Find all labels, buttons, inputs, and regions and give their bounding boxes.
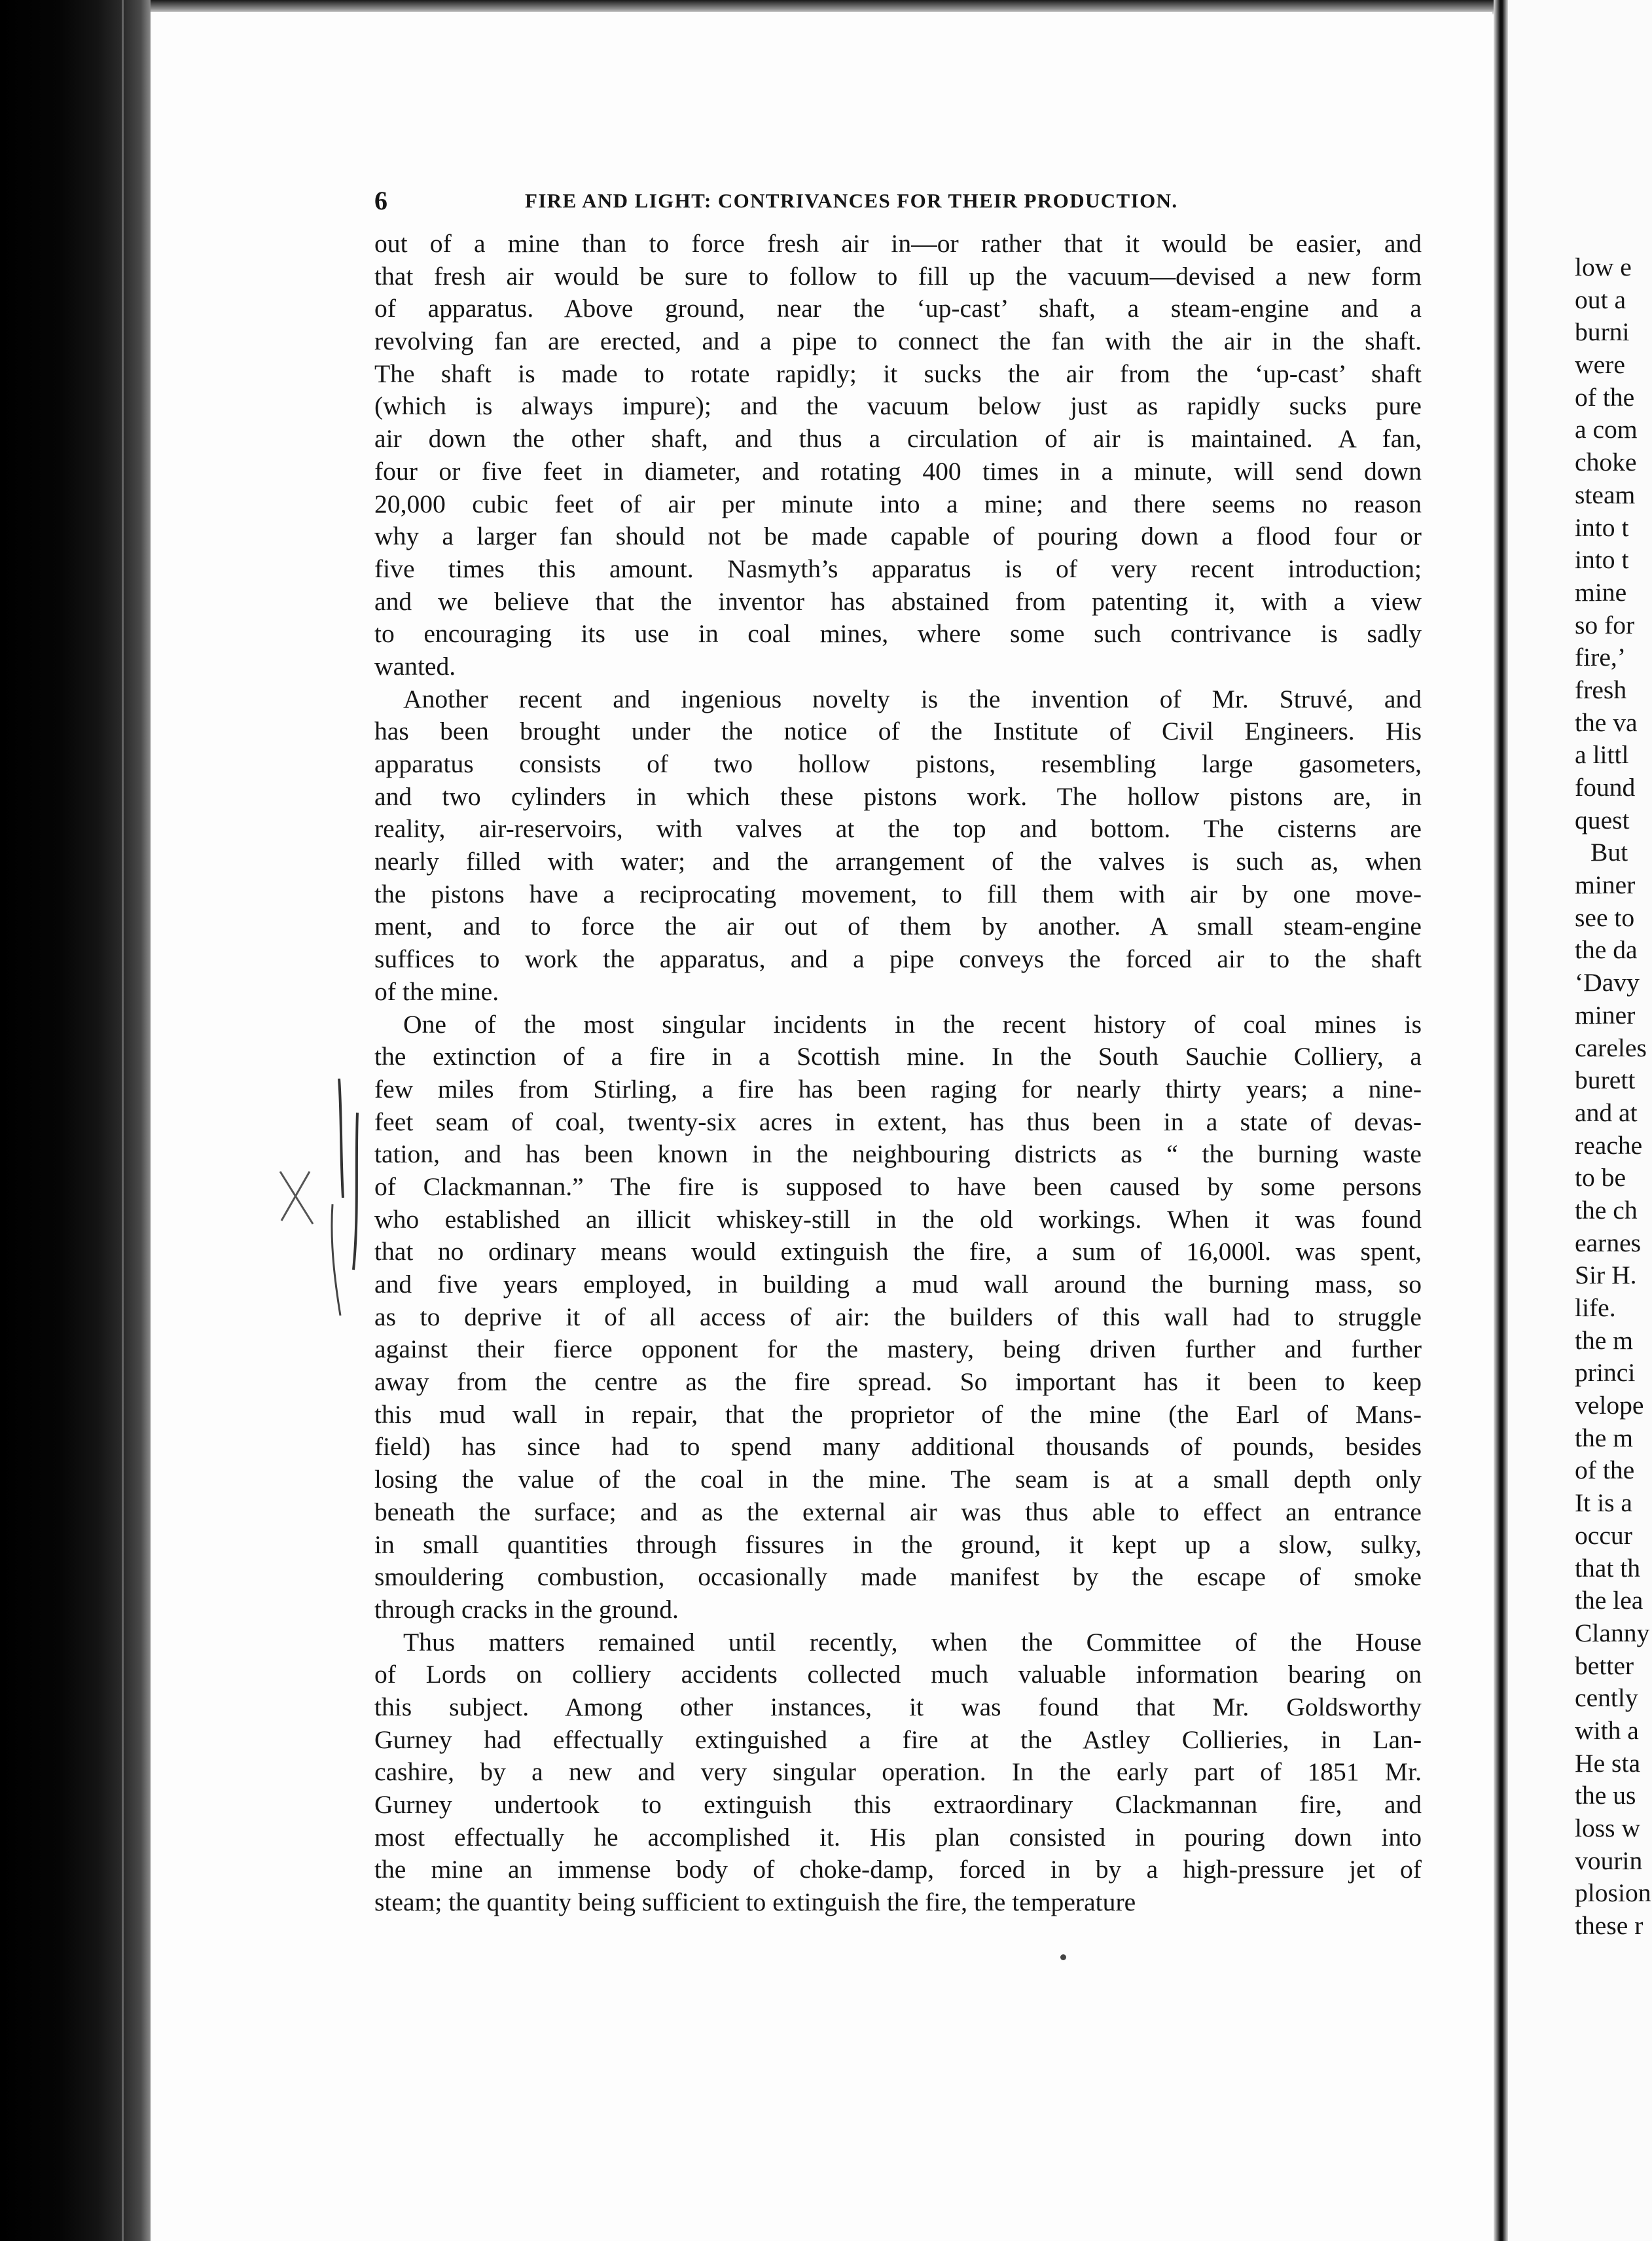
text-line: who established an illicit whiskey-still in the old workings. When it was found (374, 1204, 1422, 1234)
right-page-line: fire,’ (1575, 643, 1626, 672)
text-line: Thus matters remained until recently, when the Committee of the House (403, 1627, 1422, 1657)
right-page-line: steam (1575, 480, 1636, 509)
margin-pencil-mark (267, 1073, 365, 1322)
spine-edge (122, 0, 124, 2241)
text-line: of Lords on colliery accidents collected much valuable information bearing on (374, 1660, 1422, 1689)
text-line: to encouraging its use in coal mines, where some such contrivance is sadly (374, 619, 1422, 649)
right-page-line: found (1575, 773, 1636, 802)
right-page-line: earnes (1575, 1228, 1642, 1257)
right-page-line: were (1575, 350, 1625, 380)
text-line: of Clackmannan.” The fire is supposed to have been caused by some persons (374, 1172, 1422, 1201)
right-page-line: the da (1575, 935, 1638, 965)
right-page-line: quest (1575, 805, 1630, 834)
speck (1060, 1954, 1066, 1960)
text-line: The shaft is made to rotate rapidly; it sucks the air from the ‘up-cast’ shaft (374, 359, 1422, 388)
right-page-line: so for (1575, 610, 1635, 639)
text-line: this subject. Among other instances, it was found that Mr. Goldsworthy (374, 1692, 1422, 1721)
running-title: FIRE AND LIGHT: CONTRIVANCES FOR THEIR PRODUCTION. (525, 189, 1178, 212)
right-page-line: the m (1575, 1423, 1634, 1452)
right-page-line: the ch (1575, 1195, 1638, 1225)
text-line: the extinction of a fire in a Scottish mine. In the South Sauchie Colliery, a (374, 1042, 1422, 1071)
text-line: that no ordinary means would extinguish the fire, a sum of 16,000l. was spent, (374, 1237, 1422, 1266)
text-line: 20,000 cubic feet of air per minute into a mine; and there seems no reason (374, 489, 1422, 518)
right-page-line: vourin (1575, 1846, 1643, 1875)
text-line: and we believe that the inventor has abstained from patenting it, with a view (374, 586, 1422, 616)
right-page-line: princi (1575, 1358, 1636, 1388)
body-text (374, 228, 1422, 1919)
right-page-line: a littl (1575, 740, 1629, 770)
right-page-line: fresh (1575, 675, 1627, 704)
text-line: air down the other shaft, and thus a circulation of air is maintained. A fan, (374, 424, 1422, 454)
page-number: 6 (374, 186, 387, 215)
text-line: cashire, by a new and very singular operation. In the early part of 1851 Mr. (374, 1757, 1422, 1787)
text-line: (which is always impure); and the vacuum below just as rapidly sucks pure (374, 391, 1422, 421)
text-line: out of a mine than to force fresh air in—or rather that it would be easier, and (374, 229, 1422, 258)
right-page-line: mine (1575, 577, 1627, 607)
right-page-line: Clanny (1575, 1618, 1650, 1647)
text-line: feet seam of coal, twenty-six acres in extent, has thus been in a state of devas- (374, 1107, 1422, 1136)
right-page-line: with a (1575, 1715, 1639, 1745)
text-line: why a larger fan should not be made capable of pouring down a flood four or (374, 522, 1422, 551)
right-page-line: But (1590, 838, 1628, 867)
text-line: few miles from Stirling, a fire has been raging for nearly thirty years; a nine- (374, 1074, 1422, 1103)
right-page-line: the va (1575, 708, 1638, 737)
text-line: Gurney had effectually extinguished a fire at the Astley Collieries, in Lan- (374, 1725, 1422, 1754)
text-line: and five years employed, in building a mud wall around the burning mass, so (374, 1270, 1422, 1299)
page-header (374, 185, 1422, 218)
text-line: four or five feet in diameter, and rotating 400 times in a minute, will send down (374, 456, 1422, 486)
right-page-line: Sir H. (1575, 1261, 1637, 1290)
text-line: steam; the quantity being sufficient to extinguish the fire, the temperature (374, 1888, 1136, 1917)
right-page-line: choke (1575, 448, 1637, 477)
right-page-line: to be (1575, 1163, 1626, 1192)
text-line: ment, and to force the air out of them by another. A small steam-engine (374, 912, 1422, 941)
text-line: revolving fan are erected, and a pipe to connect the fan with the air in the shaft. (374, 327, 1422, 356)
right-page-line: that th (1575, 1553, 1641, 1583)
text-line: smouldering combustion, occasionally made manifest by the escape of smoke (374, 1562, 1422, 1592)
text-line: Another recent and ingenious novelty is the invention of Mr. Struvé, and (403, 684, 1422, 713)
text-line: One of the most singular incidents in the recent history of coal mines is (403, 1009, 1422, 1039)
text-line: has been brought under the notice of the Institute of Civil Engineers. His (374, 717, 1422, 746)
text-line: apparatus consists of two hollow pistons, resembling large gasometers, (374, 749, 1422, 778)
text-line: suffices to work the apparatus, and a pipe conveys the forced air to the shaft (374, 944, 1422, 974)
right-page-line: reache (1575, 1130, 1643, 1160)
text-line: reality, air-reservoirs, with valves at the top and bottom. The cisterns are (374, 814, 1422, 844)
right-page-line: and at (1575, 1098, 1638, 1127)
right-page-line: burni (1575, 317, 1630, 347)
text-line: the mine an immense body of choke-damp, forced in by a high-pressure jet of (374, 1855, 1422, 1884)
text-line: that fresh air would be sure to follow to fill up the vacuum—devised a new form (374, 261, 1422, 291)
right-page-line: He sta (1575, 1748, 1641, 1778)
text-line: of the mine. (374, 977, 499, 1006)
book-spine (0, 0, 151, 2241)
right-page-line: these r (1575, 1911, 1643, 1941)
right-page-line: ‘Davy (1575, 968, 1640, 997)
text-line: Gurney undertook to extinguish this extraordinary Clackmannan fire, and (374, 1790, 1422, 1819)
text-line: as to deprive it of all access of air: the builders of this wall had to struggle (374, 1302, 1422, 1331)
right-page-line: velope (1575, 1391, 1644, 1420)
text-line: of apparatus. Above ground, near the ‘up-cast’ shaft, a steam-engine and a (374, 294, 1422, 323)
gutter-shadow (1494, 0, 1508, 2241)
text-line: tation, and has been known in the neighbouring districts as “ the burning waste (374, 1139, 1422, 1169)
right-page-line: the us (1575, 1781, 1636, 1810)
right-page-line: burett (1575, 1066, 1636, 1095)
text-line: the pistons have a reciprocating movement, to fill them with air by one move- (374, 879, 1422, 908)
text-line: five times this amount. Nasmyth’s apparatus is of very recent introduction; (374, 554, 1422, 583)
text-line: and two cylinders in which these pistons work. The hollow pistons are, in (374, 781, 1422, 811)
text-line: against their fierce opponent for the mastery, being driven further and further (374, 1335, 1422, 1364)
right-page-line: the m (1575, 1325, 1634, 1355)
right-page-text (1575, 251, 1652, 1943)
right-page-line: of the (1575, 382, 1635, 412)
text-line: nearly filled with water; and the arrangement of the valves is such as, when (374, 847, 1422, 876)
right-page-line: into t (1575, 545, 1629, 575)
right-page-line: better (1575, 1651, 1634, 1680)
text-line: losing the value of the coal in the mine. The seam is at a small depth only (374, 1465, 1422, 1494)
right-page-line: loss w (1575, 1814, 1641, 1842)
right-page-line: miner (1575, 1000, 1636, 1030)
right-page-line: plosion (1575, 1878, 1651, 1908)
text-line: beneath the surface; and as the external air was thus able to effect an entrance (374, 1497, 1422, 1526)
text-line: wanted. (374, 651, 456, 681)
right-page-line: life. (1575, 1293, 1616, 1322)
right-page-line: of the (1575, 1456, 1635, 1485)
right-page-line: into t (1575, 512, 1629, 542)
text-line: most effectually he accomplished it. His plan consisted in pouring down into (374, 1822, 1422, 1852)
text-line: field) has since had to spend many additional thousands of pounds, besides (374, 1432, 1422, 1461)
text-line: through cracks in the ground. (374, 1594, 679, 1624)
right-page-line: cently (1575, 1683, 1638, 1713)
right-page-line: careles (1575, 1033, 1647, 1062)
right-page-line: occur (1575, 1520, 1632, 1550)
right-page-line: see to (1575, 903, 1635, 932)
right-page-line: It is a (1575, 1488, 1632, 1518)
right-page-line: out a (1575, 285, 1626, 314)
right-page-line: miner (1575, 870, 1636, 900)
text-line: in small quantities through fissures in the ground, it kept up a slow, sulky, (374, 1530, 1422, 1559)
text-line: away from the centre as the fire spread. So important has it been to keep (374, 1367, 1422, 1397)
right-page-line: the lea (1575, 1586, 1643, 1615)
right-page-line: low e (1575, 253, 1632, 281)
text-line: this mud wall in repair, that the proprietor of the mine (the Earl of Mans- (374, 1399, 1422, 1429)
right-page-line: a com (1575, 415, 1638, 444)
